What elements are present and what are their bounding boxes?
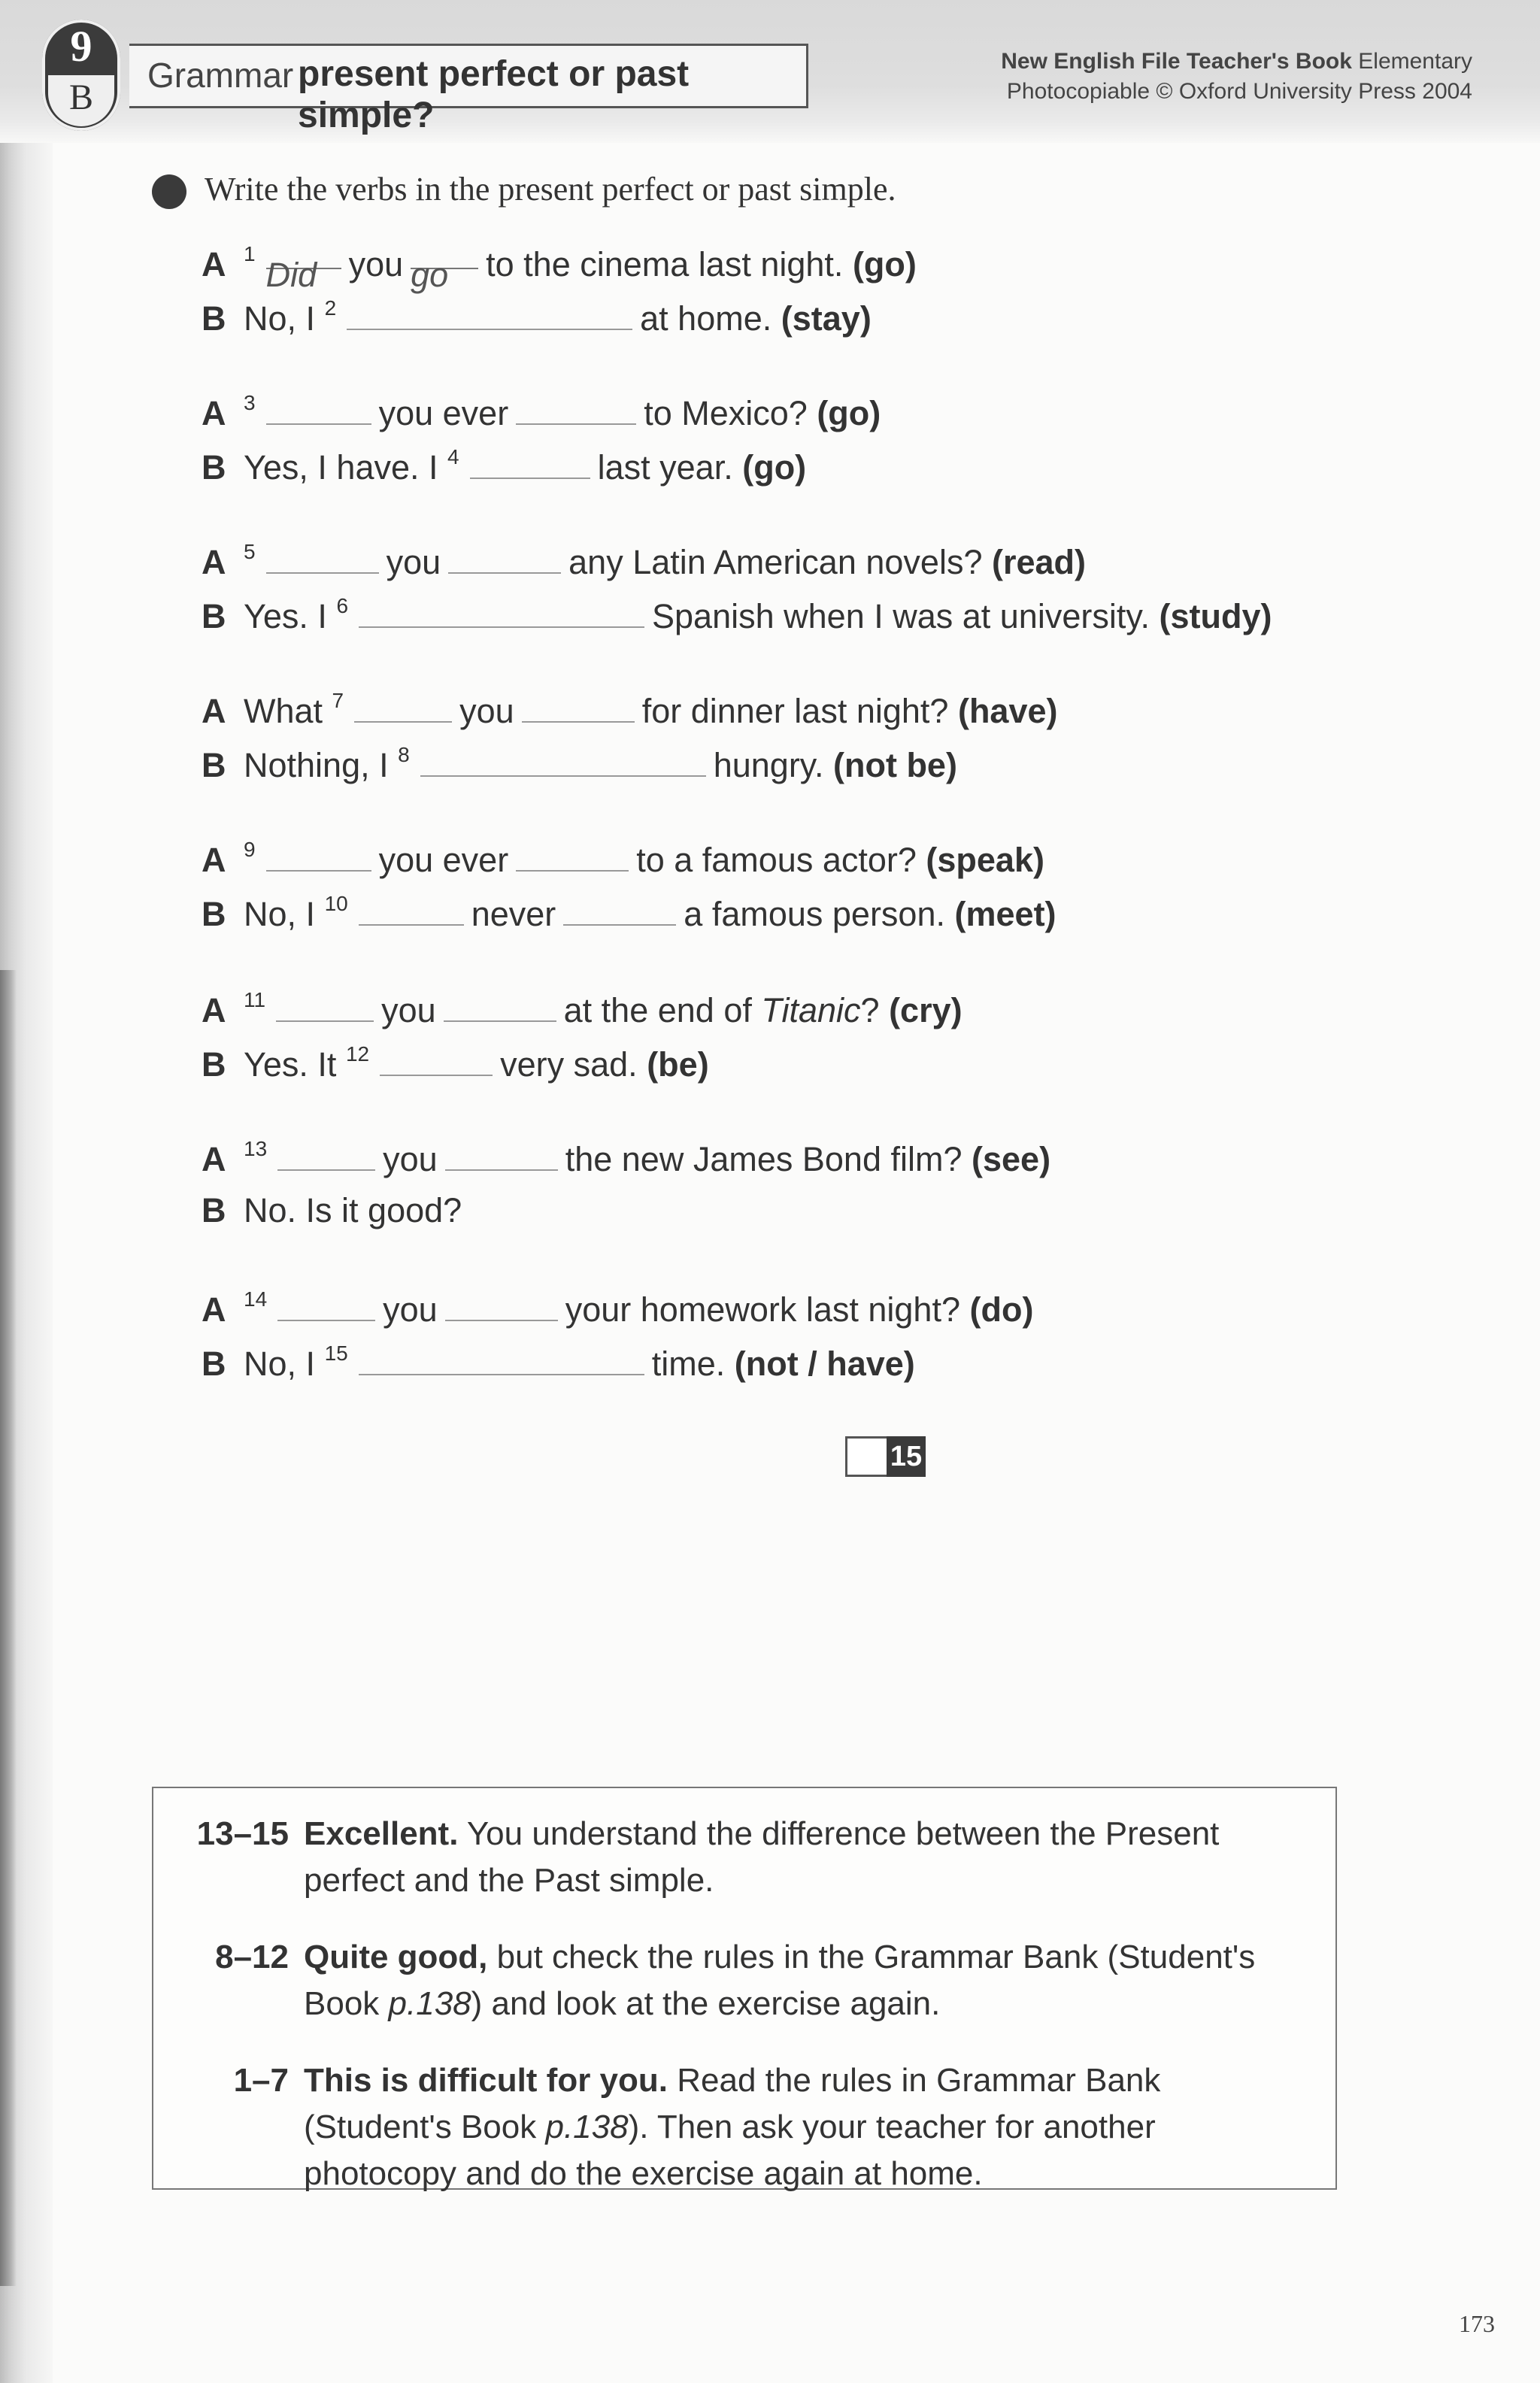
section-title: present perfect or past simple? <box>298 54 690 135</box>
dialogue-1-line-a: A $^1$Did you go to the cinema last night. (go) <box>202 242 917 294</box>
answer-blank-11b[interactable] <box>444 998 556 1022</box>
dialogue-7-line-b: B No. Is it good? <box>202 1191 462 1229</box>
answer-blank-14b[interactable] <box>445 1297 558 1321</box>
answer-blank-3b[interactable] <box>516 401 636 425</box>
unit-letter: B <box>68 77 93 117</box>
answer-blank-12[interactable] <box>380 1052 493 1076</box>
answer-blank-2[interactable] <box>347 306 632 330</box>
dialogue-8-line-b: B No, I $^{15}$ time. (not / have) <box>202 1342 915 1383</box>
answer-blank-14[interactable] <box>277 1297 375 1321</box>
dialogue-4-line-b: B Nothing, I $^8$ hungry. (not be) <box>202 743 957 784</box>
answer-blank-15[interactable] <box>359 1351 644 1375</box>
answer-blank-9[interactable] <box>266 847 371 872</box>
dialogue-2-line-a: A $^3$ you ever to Mexico? (go) <box>202 391 881 432</box>
dialogue-5-line-a: A $^9$ you ever to a famous actor? (speak) <box>202 838 1044 879</box>
answer-blank-1b[interactable] <box>411 245 478 294</box>
unit-number: 9 <box>70 22 92 71</box>
answer-blank-8[interactable] <box>420 753 706 777</box>
dialogue-1-line-b: B No, I $^2$ at home. (stay) <box>202 296 872 338</box>
section-title-box <box>129 44 808 135</box>
dialogue-6-line-b: B Yes. It $^{12}$ very sad. (be) <box>202 1042 709 1084</box>
score-box <box>845 1436 926 1477</box>
answer-blank-13[interactable] <box>277 1147 375 1171</box>
page-spine-shadow-dark <box>0 970 17 2286</box>
publication-title: New English File Teacher's Book <box>1001 49 1352 74</box>
answer-blank-5[interactable] <box>266 550 379 574</box>
answer-blank-13b[interactable] <box>445 1147 558 1171</box>
answer-blank-11[interactable] <box>276 998 374 1022</box>
answer-blank-4[interactable] <box>470 455 590 479</box>
answer-blank-7[interactable] <box>354 699 452 723</box>
exercise-instruction: Write the verbs in the present perfect or past simple. <box>205 171 896 208</box>
score-range: 8–12 <box>215 1939 289 1975</box>
answer-blank-7b[interactable] <box>522 699 635 723</box>
section-label: Grammar <box>147 56 294 95</box>
answer-blank-1[interactable] <box>265 245 341 294</box>
publication-info <box>1001 47 1472 107</box>
score-range: 13–15 <box>196 1815 289 1852</box>
dialogue-3-line-b: B Yes. I $^6$ Spanish when I was at university. (study) <box>202 594 1272 635</box>
example-answer: go <box>411 256 449 294</box>
unit-badge <box>42 20 120 131</box>
score-total: 15 <box>887 1436 926 1477</box>
publication-level: Elementary <box>1358 49 1472 74</box>
page-number: 173 <box>1459 2310 1495 2337</box>
dialogue-2-line-b: B Yes, I have. I $^4$ last year. (go) <box>202 445 807 487</box>
answer-blank-9b[interactable] <box>516 847 629 872</box>
dialogue-8-line-a: A $^{14}$ you your homework last night? (do) <box>202 1287 1034 1329</box>
answer-blank-3[interactable] <box>266 401 371 425</box>
score-input[interactable] <box>845 1436 887 1477</box>
dialogue-7-line-a: A $^{13}$ you the new James Bond film? (see) <box>202 1137 1051 1178</box>
dialogue-4-line-a: A What $^7$ you for dinner last night? (have) <box>202 689 1058 730</box>
dialogue-3-line-a: A $^5$ you any Latin American novels? (read) <box>202 540 1087 581</box>
answer-blank-10b[interactable] <box>563 902 676 926</box>
dialogue-6-line-a: A $^{11}$ you at the end of Titanic? (cry) <box>202 988 962 1029</box>
evaluation-box: 13–15 Excellent. You understand the difference between the Present perfect and the Past simple. 8–12 Quite good, but check the rules in the Grammar Bank (Student's Book p.138) and look at the exercise again. 1–7 This is difficult for you. Read the rules in Grammar Bank (Student's Book p.138). Then ask your teacher for another photocopy and do the exercise again at home. <box>152 1787 1337 2190</box>
film-title: Titanic <box>761 991 861 1029</box>
answer-blank-5b[interactable] <box>448 550 561 574</box>
dialogue-5-line-b: B No, I $^{10}$ never a famous person. (meet) <box>202 892 1056 933</box>
bullet-icon <box>152 174 186 209</box>
unit-letter-circle <box>48 75 114 126</box>
copyright-notice: Photocopiable © Oxford University Press 2004 <box>1006 79 1472 104</box>
score-range: 1–7 <box>233 2062 289 2099</box>
answer-blank-6[interactable] <box>359 604 644 628</box>
answer-blank-10[interactable] <box>359 902 464 926</box>
example-answer: Did <box>265 256 317 294</box>
